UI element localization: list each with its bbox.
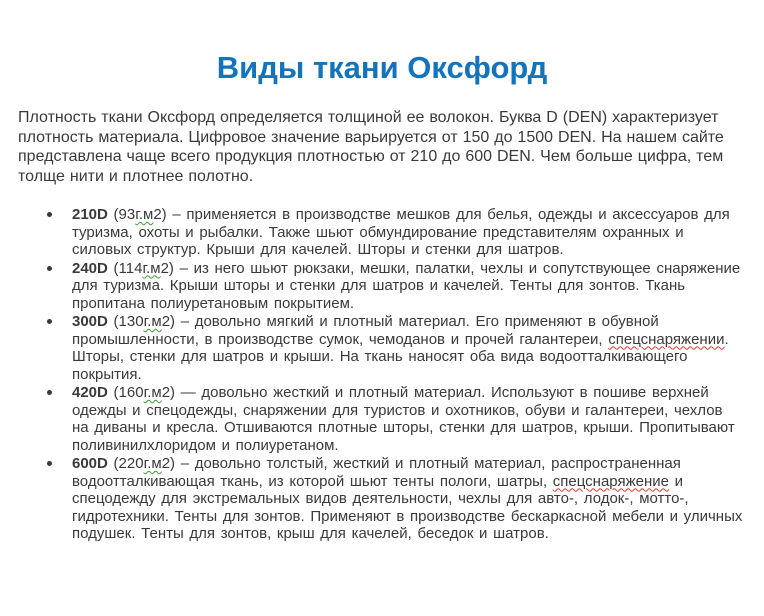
text-segment: (114 [107,259,143,277]
text-segment: г.м [135,206,154,223]
fabric-types-list [46,206,743,544]
text-segment: (93 [107,206,136,223]
text-segment: 2) – довольно мягкий и плотный материал. Его применяют в обувной промышленности, в производстве сумок, чемоданов и прочей галантереи, [72,313,659,348]
text-segment: г.м [143,384,162,401]
list-item [46,260,743,313]
density-label: 420D [72,384,108,401]
intro-paragraph: Плотность ткани Оксфорд определяется толщиной ее волокон. Буква D (DEN) характеризует плотность материала. Цифровое значение варьируется от 150 до 1500 DEN. На нашем сайте представлена чаще всего продукция плотностью от 210 до 600 DEN. Чем больше цифра, тем толще нити и плотнее полотно. [18,109,724,185]
text-segment: г.м [143,455,162,472]
density-label: 210D [72,206,108,223]
list-item [46,384,743,454]
text-segment: 2) — довольно жесткий и плотный материал. Используют в пошиве верхней одежды и спецодежды, снаряжении для туристов и охотников, обуви и галантереи, чехлов на диваны и кресла. Отшиваются плотные шторы, стенки для шатров, крыши. Пропитывают поливинилхлоридом и полиуретаном. [72,384,735,454]
list-item [46,313,743,383]
density-label: 300D [72,313,108,330]
density-label: 600D [72,455,108,472]
list-item [46,455,743,543]
text-segment: . Шторы, стенки для шатров и крыши. На ткань наносят оба вида водоотталкивающего покрытия. [72,330,729,383]
text-segment: г.м [142,259,161,277]
density-label: 240D [72,259,108,277]
list-item [46,206,743,259]
text-segment: спецснаряжении [608,330,725,348]
text-segment: г.м [143,313,162,330]
text-segment: (220 [107,455,144,472]
text-segment: 2) – довольно толстый, жесткий и плотный материал, распространенная водоотталкивающая ткань, из которой шьют тенты пологи, шатры, [72,455,681,490]
text-segment: (160 [107,384,144,401]
text-segment: спецснаряжение [552,472,669,490]
text-segment: 2) – применяется в производстве мешков для белья, одежды и аксессуаров для туризма, охоты и рыбалки. Также шьют обмундирование представителям охранных и силовых структур. Крыши для качелей. Шторы и стенки для шатров. [72,206,730,258]
text-segment: 2) – из него шьют рюкзаки, мешки, палатки, чехлы и сопутствующее снаряжение для туризма. Крыши шторы и стенки для шатров и качелей. Тенты для зонтов. Ткань пропитана полиуретановым покрытием. [72,259,741,312]
text-segment: и спецодежду для экстремальных видов деятельности, чехлы для авто-, лодок-, мотто-, гидротехники. Тенты для зонтов. Применяют в производстве бескаркасной мебели и уличных подушек. Тенты для зонтов, крыш для качелей, беседок и шатров. [72,472,743,542]
text-segment: (130 [107,313,144,330]
page-title: Виды ткани Оксфорд [216,50,548,85]
